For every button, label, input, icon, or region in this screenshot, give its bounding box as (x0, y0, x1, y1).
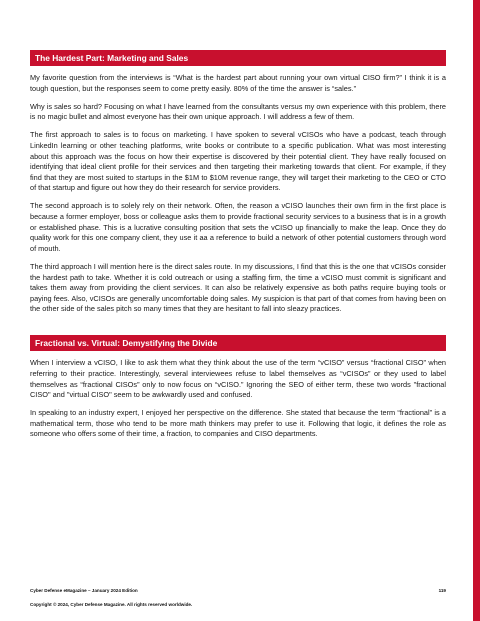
paragraph: In speaking to an industry expert, I enjoyed her perspective on the difference. She stated that because the term “fractional” is a mathematical term, those who tend to be more math thinkers may prefer to use it. Following that logic, it defines the role as someone who offers some of their time, a fraction, to companies and CISO departments. (30, 408, 446, 439)
article-body (30, 50, 446, 448)
paragraph: Why is sales so hard? Focusing on what I have learned from the consultants versus my own experience with this problem, there is no magic bullet and almost everyone has their own unique approach. I will address a few of them. (30, 101, 446, 122)
section-spacer (30, 322, 446, 335)
paragraph: When I interview a vCISO, I like to ask them what they think about the use of the term “vCISO” versus “fractional CISO” when referring to their practice. Interestingly, several interviewees refuse to label themselves as “vCISOs” or they used to label themselves as “fractional CISOs” only to now focus on “vCISO.” Ignoring the SEO of either term, these two words "fractional CISO" and "virtual CISO" seem to be awkwardly used and confused. (30, 358, 446, 400)
paragraph: The second approach is to solely rely on their network. Often, the reason a vCISO launches their own firm in the first place is because a former employer, boss or colleague asks them to provide fractional security services to a business that is in a growth or established phase. This is a lucrative consulting position that sets the vCISO up financially to make the leap. Once they do quality work for this one company client, they use it aa a reference to build a network of other potential customers through word of mouth. (30, 201, 446, 253)
page-number: 119 (438, 588, 446, 593)
paragraph: My favorite question from the interviews is “What is the hardest part about running your own virtual CISO firm?” I think it is a tough question, but the responses seem to come pretty easily. 80% of the time the answer is “sales.” (30, 73, 446, 93)
paragraph: The third approach I will mention here is the direct sales route. In my discussions, I find that this is the one that vCISOs consider the hardest path to take. Whether it is cold outreach or using a staffing firm, the time a vCISO must commit is significant and takes them away from providing the client services. It can also be relatively expensive as both paths require buying tools or paying fees. Also, vCISOs are generally uncomfortable doing sales. My suspicion is that part of that comes from having been on the other side of the sales pitch so many times that they are hesitant to fall into sleazy practices. (30, 261, 446, 314)
footer-edition: Cyber Defense eMagazine – January 2024 Edition (30, 588, 138, 593)
section-heading-fractional-virtual: Fractional vs. Virtual: Demystifying the Divide (30, 335, 446, 351)
section-heading-marketing-sales: The Hardest Part: Marketing and Sales (30, 50, 446, 66)
footer-edition-line (30, 588, 446, 593)
footer-copyright: Copyright © 2024, Cyber Defense Magazine. All rights reserved worldwide. (30, 602, 193, 607)
paragraph: The first approach to sales is to focus on marketing. I have spoken to several vCISOs who have a podcast, teach through LinkedIn learning or other teaching platforms, write books or contribute to a specific publication. What was most interesting about this approach was the focus on how their expertise is discovered by their potential client. They have really focused on identifying that ideal client profile for their services and then targeting their marketing towards that client. For example, if they find that they are most suited to startups in the $1M to $10M revenue range, they will target their marketing to the CEO or CTO of that startup and figure out how they do their research for service providers. (30, 130, 446, 193)
page-edge-accent-bar (473, 0, 480, 621)
